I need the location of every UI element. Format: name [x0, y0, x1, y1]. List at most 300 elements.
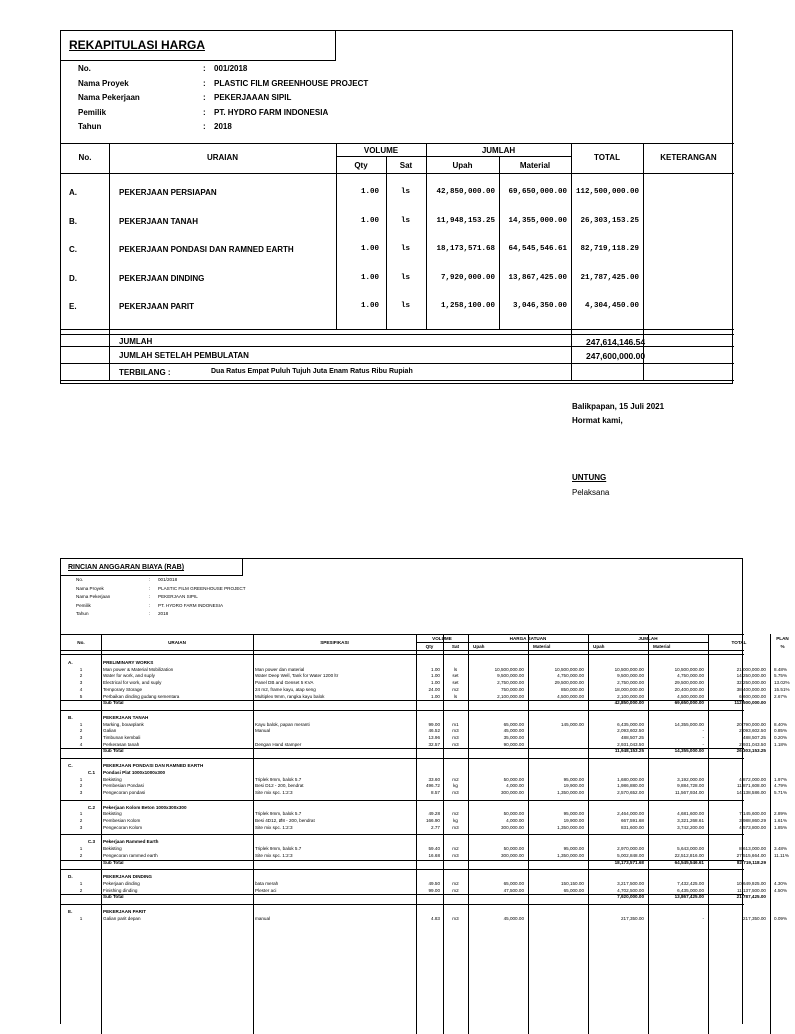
rab-item-sat: m2 [452, 686, 459, 692]
rab-item-name: Timbunan kembali [103, 735, 141, 740]
rab-item-qty: 1.00 [431, 693, 440, 699]
hdr-material: Material [519, 161, 551, 170]
rab-meta-colon: : [149, 611, 151, 616]
rab-item-sat: ls [453, 666, 458, 672]
row-material: 3,046,350.00 [512, 302, 567, 310]
rab-item-harga-material: 150,150.00 [561, 880, 584, 886]
rab-subtotal-material: 64,545,546.61 [674, 859, 704, 865]
rab-item-qty: 166.90 [425, 818, 440, 823]
rab-item-jumlah-upah: 667,591.68 [621, 818, 644, 823]
rab-item-jumlah-material: 14,355,000.00 [674, 721, 704, 727]
rab-item-jumlah-upah: 2,750,000.00 [617, 680, 644, 686]
rab-item-harga-material: 95,000.00 [563, 811, 584, 817]
rab-item-jumlah-upah: 4,702,500.00 [617, 887, 644, 893]
meta-colon: : [203, 64, 206, 73]
rab-item-qty: 49.50 [428, 880, 440, 886]
rab-item-pct: 2.67% [774, 693, 788, 699]
rab-item-spec: Triplek 9mm, balok 5.7 [255, 776, 302, 782]
rab-item-qty: 46.52 [428, 728, 440, 734]
rab-item-spec: manual [255, 915, 271, 921]
rab-item-harga-upah: 300,000.00 [501, 789, 524, 795]
rab-item-pct: 2.89% [774, 811, 788, 817]
rab-item-harga-upah: 300,000.00 [501, 824, 524, 830]
rab-item-harga-material: 1,350,000.00 [557, 824, 584, 830]
sign-role: Pelaksana [572, 488, 610, 497]
rab-item-name: Finishing dinding [103, 887, 138, 893]
rab-item-total: 21,000,000.00 [736, 666, 766, 672]
rab-item-name: Marking, bouwplank [103, 721, 144, 727]
rab-item-jumlah-material: 5,643,000.00 [677, 846, 704, 852]
rab-item-total: 11,871,608.00 [736, 783, 766, 789]
rab-item-harga-material: 29,500,000.00 [554, 680, 584, 686]
sign-name: UNTUNG [572, 473, 607, 482]
rab-subtotal-label: Sub Total [103, 700, 124, 706]
col-line-material [571, 143, 572, 380]
hdr-jumlah: JUMLAH [481, 146, 516, 155]
rab-item-harga-material: 850,000.00 [561, 686, 584, 692]
rab-item-name: Pengecoran Kolom [103, 824, 143, 830]
rab-item-total: 6,600,000.00 [739, 693, 766, 699]
rab-item-harga-upah: 50,000.00 [503, 846, 524, 852]
rab-subtotal-upah: 42,850,000.00 [614, 700, 644, 706]
rab-item-sat: kg [453, 818, 458, 823]
rab-item-no: 4 [79, 686, 83, 692]
meta-label: Nama Proyek [78, 78, 129, 88]
rab-item-jumlah-upah: 6,435,000.00 [617, 721, 644, 727]
meta-value: 2018 [214, 122, 232, 131]
bulat-value: 247,600,000.00 [586, 351, 646, 361]
rab-item-total: 14,250,000.00 [736, 673, 766, 679]
rab-item-jumlah-material: 9,884,728.00 [677, 783, 704, 789]
rab-item-name: Pembesian Pondasi [103, 783, 144, 789]
rab-item-no: 3 [79, 680, 83, 686]
rab-item-harga-upah: 45,000.00 [503, 915, 524, 921]
rab-item-harga-material: 65,000.00 [563, 887, 584, 893]
rab-item-spec: Water Deep Well, Tank for Water 1200 ltr [255, 673, 339, 679]
rab-meta-value: PT. HYDRO FARM INDONESIA [158, 602, 224, 608]
col-line-uraian [336, 143, 337, 330]
meta-value: PEKERJAAAN SIPIL [214, 93, 292, 102]
rab-item-jumlah-upah: 217,350.00 [621, 915, 644, 921]
rab-item-pct: 13.02% [774, 680, 790, 686]
rab-hdr-plan: PLAN [776, 636, 789, 641]
rab-item-harga-upah: 35,000.00 [503, 735, 524, 740]
row-material: 14,355,000.00 [508, 216, 567, 225]
rab-section-code: B. [68, 714, 73, 720]
rab-item-pct: 8.48% [774, 666, 788, 672]
meta-label: No. [78, 64, 91, 73]
rab-item-harga-upah: 47,500.00 [503, 887, 524, 893]
rab-item-jumlah-material: 3,192,000.00 [677, 776, 704, 782]
rab-item-pct: 5.71% [774, 789, 788, 795]
rab-item-harga-material: 1,350,000.00 [557, 852, 584, 858]
row-code: D. [69, 273, 77, 283]
rab-item-total: 2,093,602.50 [739, 728, 766, 734]
rab-item-qty: 49.28 [428, 811, 440, 817]
rab-item-qty: 1.00 [431, 666, 440, 672]
rab-item-jumlah-material: 4,681,600.00 [677, 811, 704, 817]
rab-title-box [61, 559, 243, 576]
rab-item-sat: m2 [452, 887, 459, 893]
rab-item-sat: m3 [452, 728, 459, 734]
header-mid-line [336, 156, 571, 157]
rab-item-jumlah-upah: 2,570,652.00 [617, 789, 644, 795]
rab-item-no: 1 [79, 915, 83, 921]
recap-title-box [61, 31, 336, 61]
rab-item-jumlah-material: 6,435,000.00 [677, 887, 704, 893]
rab-meta-label: Nama Pekerjaan [76, 594, 111, 599]
rab-hdr-jumlah-material: Material [653, 644, 671, 649]
rab-item-sat: kg [453, 783, 458, 789]
rab-subsection-code: C.2 [87, 804, 95, 810]
rab-item-harga-upah: 90,000.00 [503, 741, 524, 747]
header-bottom-line [61, 173, 734, 174]
rab-item-jumlah-upah: 2,931,043.50 [617, 741, 644, 747]
row-qty: 1.00 [361, 216, 380, 225]
rab-item-total: 4,573,800.00 [739, 824, 766, 830]
rab-hdr-volume: VOLUME [432, 636, 452, 641]
rab-item-pct: 4.79% [774, 783, 788, 789]
rab-item-spec: Dengan Hand stamper [255, 741, 302, 747]
rab-item-harga-material: 95,000.00 [563, 846, 584, 852]
col-line-qty [386, 156, 387, 330]
rab-item-sat: set [452, 673, 459, 679]
rab-item-no: 1 [79, 880, 83, 886]
rab-meta-label: Tahun [76, 611, 89, 616]
terbilang-bottom-line [61, 380, 734, 381]
meta-colon: : [203, 122, 206, 131]
rab-item-jumlah-upah: 2,970,000.00 [617, 846, 644, 852]
rab-item-spec: Kayu balok, papan meranti [255, 721, 310, 727]
rab-item-jumlah-material: 11,567,934.00 [674, 789, 704, 795]
rab-item-harga-material: 145,000.00 [561, 721, 584, 727]
rab-subtotal-total: 82,719,118.29 [736, 859, 766, 865]
rab-section-name: PEKERJAAN PARIT [103, 909, 147, 914]
rab-subtotal-total: 26,303,153.25 [736, 748, 766, 754]
rab-item-total: 8,613,000.00 [739, 846, 766, 852]
rab-meta-colon: : [149, 602, 151, 608]
sign-place-date: Balikpapan, 15 Juli 2021 [572, 402, 665, 411]
rab-item-name: Pengecoran pondasi [103, 789, 146, 795]
rab-item-pct: 15.51% [774, 686, 790, 692]
rab-section-name: PEKERJAAN PONDASI DAN RAMNED EARTH [103, 763, 204, 769]
rab-item-harga-upah: 10,500,000.00 [494, 666, 524, 672]
row-code: B. [69, 216, 77, 226]
row-qty: 1.00 [361, 245, 380, 253]
recap-table [60, 30, 733, 384]
rab-item-harga-material: 4,500,000.00 [557, 693, 584, 699]
rab-item-harga-upah: 300,000.00 [501, 852, 524, 858]
rab-item-total: 3,988,860.29 [739, 818, 766, 823]
meta-label: Tahun [78, 122, 102, 131]
row-name: PEKERJAAN TANAH [119, 216, 198, 226]
rab-item-harga-material: 10,500,000.00 [554, 666, 584, 672]
rab-item-name: Bekisting [103, 811, 122, 817]
rab-item-jumlah-upah: 3,217,500.00 [617, 880, 644, 886]
rab-subsection-name: Pekerjaan Rammed Earth [103, 839, 159, 845]
terbilang-label: TERBILANG : [119, 368, 171, 377]
rab-item-jumlah-upah: 5,002,848.00 [617, 852, 644, 858]
rab-subtotal-upah: 11,948,153.25 [614, 748, 644, 754]
rab-hdr-harga: HARGA SATUAN [509, 636, 547, 641]
rab-item-name: Water for work, and suply [103, 673, 155, 679]
rab-item-qty: 496.72 [425, 783, 440, 789]
rab-header-mid [416, 642, 708, 643]
row-upah: 1,258,100.00 [440, 302, 495, 310]
rab-item-pct: 1.85% [774, 824, 788, 830]
rab-subtotal-total: 112,500,000.00 [734, 700, 766, 706]
rab-item-total: 14,138,586.00 [736, 789, 766, 795]
row-material: 13,867,425.00 [508, 273, 567, 282]
rab-meta-value: 001/2018 [158, 577, 178, 582]
rab-item-sat: m2 [452, 846, 459, 852]
rab-item-harga-material: 19,900.00 [563, 783, 584, 789]
rab-item-harga-material: 1,350,000.00 [557, 789, 584, 795]
rab-item-qty: 4.83 [431, 915, 440, 921]
rab-item-harga-upah: 2,100,000.00 [497, 693, 524, 699]
rab-item-no: 2 [79, 783, 83, 789]
rab-hdr-uraian: URAIAN [168, 640, 186, 645]
rab-item-pct: 1.18% [774, 741, 788, 747]
row-qty: 1.00 [361, 273, 380, 282]
rab-hdr-spesifikasi: SPESIFIKASI [320, 640, 349, 645]
row-total: 21,787,425.00 [580, 273, 639, 282]
meta-colon: : [203, 107, 206, 117]
rab-header-bottom [61, 650, 744, 651]
rab-item-total: 32,250,000.00 [736, 680, 766, 686]
rab-gap-line [61, 710, 744, 711]
hdr-sat: Sat [399, 161, 413, 170]
row-sat: ls [401, 245, 411, 253]
row-total: 82,719,118.29 [580, 245, 639, 253]
rab-hdr-jumlah-upah: Upah [593, 644, 605, 649]
row-total: 112,500,000.00 [575, 188, 639, 196]
row-name: PEKERJAAN PERSIAPAN [119, 188, 217, 197]
rab-item-sat: m3 [452, 741, 459, 747]
rab-gap-line [61, 800, 744, 801]
rab-item-no: 2 [79, 852, 83, 858]
rab-hdr-harga-material: Material [533, 644, 551, 649]
rab-hdr-jumlah: JUMLAH [638, 636, 658, 641]
rab-item-jumlah-material: - [702, 735, 704, 740]
rab-item-sat: m2 [452, 811, 459, 817]
rab-item-qty: 24.00 [428, 686, 440, 692]
rab-hdr-total: TOTAL [731, 640, 747, 645]
col-line-upah [499, 156, 500, 330]
rab-item-spec: Site mix spc. 1:2:3 [255, 789, 293, 795]
row-name: PEKERJAAN PARIT [119, 302, 194, 311]
rab-item-jumlah-upah: 10,500,000.00 [614, 666, 644, 672]
row-total: 26,303,153.25 [580, 216, 639, 225]
rab-item-spec: Multiplex 9mm, rangka kayu balok [255, 693, 325, 699]
rab-item-spec: Triplek 9mm, balok 5.7 [255, 846, 302, 852]
row-sat: ls [401, 302, 411, 310]
rab-item-jumlah-material: 4,750,000.00 [677, 673, 704, 679]
rab-gap-line [61, 869, 744, 870]
rab-section-code: A. [68, 660, 73, 665]
rab-item-spec: 24 m2, frame kayu, atap seng [255, 686, 316, 692]
col-line-sat [426, 143, 427, 330]
rab-item-harga-material: 19,900.00 [563, 818, 584, 823]
rab-section-code: E. [68, 909, 73, 914]
rab-item-sat: m1 [452, 721, 459, 727]
rab-item-sat: m2 [452, 880, 459, 886]
rab-item-spec: bata merah [255, 880, 279, 886]
rab-item-name: Perkerasan tanah [103, 741, 140, 747]
rab-item-jumlah-material: 29,500,000.00 [674, 680, 704, 686]
rab-item-name: Perbaikan dinding gudang sementara [103, 693, 180, 699]
rab-subtotal-total: 21,787,425.00 [736, 894, 766, 900]
rab-body-top [61, 654, 744, 655]
rab-item-harga-upah: 750,000.00 [501, 686, 524, 692]
rab-item-qty: 8.57 [431, 789, 440, 795]
meta-value: PT. HYDRO FARM INDONESIA [214, 107, 329, 117]
body-bottom-line [61, 329, 734, 330]
rab-hdr-harga-upah: Upah [473, 644, 485, 649]
rab-item-sat: m2 [452, 776, 459, 782]
rab-item-name: Pekerjaan dinding [103, 880, 140, 886]
row-sat: ls [401, 273, 411, 282]
rab-subtotal-label: Sub Total [103, 859, 124, 865]
rab-item-pct: 8.40% [774, 721, 788, 727]
rab-item-sat: m3 [452, 824, 459, 830]
rab-item-name: Galian parit depan [103, 915, 141, 921]
rab-item-spec: Besi D12 - 200, bendrat [255, 783, 304, 789]
rab-gap-line [61, 758, 744, 759]
rab-item-name: Bekisting [103, 776, 122, 782]
rab-item-sat: ls [453, 693, 458, 699]
rab-item-name: Pembesian Kolom [103, 818, 141, 823]
rab-item-pct: 5.75% [774, 673, 788, 679]
rab-item-jumlah-material: 7,432,425.00 [677, 880, 704, 886]
rab-item-no: 2 [79, 887, 83, 893]
rab-item-harga-upah: 9,500,000.00 [497, 673, 524, 679]
rab-title: RINCIAN ANGGARAN BIAYA (RAB) [68, 564, 185, 571]
rab-item-pct: 0.09% [774, 915, 788, 921]
hdr-upah: Upah [452, 161, 473, 170]
rab-item-jumlah-material: - [702, 728, 704, 734]
rab-item-pct: 4.30% [774, 880, 788, 886]
rab-item-total: 2,931,043.50 [739, 741, 766, 747]
rab-item-name: Temporary Storage [103, 686, 143, 692]
jumlah-value: 247,614,146.54 [586, 337, 646, 347]
rab-table [60, 558, 790, 1024]
rab-meta-colon: : [149, 577, 151, 582]
rab-item-harga-material: 4,750,000.00 [557, 673, 584, 679]
rab-item-qty: 2.77 [431, 824, 440, 830]
rab-item-jumlah-material: - [702, 915, 704, 921]
rab-item-no: 2 [79, 673, 83, 679]
recap-title: REKAPITULASI HARGA [69, 38, 206, 52]
rab-item-harga-upah: 65,000.00 [503, 880, 524, 886]
rab-item-name: Man power & Material Mobilization [103, 666, 174, 672]
rab-item-sat: m3 [452, 735, 459, 740]
rab-subtotal-material: 13,867,425.00 [674, 894, 704, 900]
rab-item-jumlah-upah: 488,507.25 [621, 735, 644, 740]
rab-meta-colon: : [149, 585, 151, 591]
rab-subsection-code: C.3 [87, 839, 95, 845]
rab-item-total: 217,350.00 [743, 915, 766, 921]
row-code: E. [69, 302, 77, 311]
rab-item-name: Electrical for work, and suply [103, 680, 162, 686]
rab-item-harga-upah: 50,000.00 [503, 811, 524, 817]
rab-item-jumlah-upah: 831,600.00 [621, 824, 644, 830]
row-material: 64,545,546.61 [508, 245, 567, 253]
rab-item-qty: 1.00 [431, 680, 440, 686]
row-name: PEKERJAAN DINDING [119, 273, 205, 283]
rab-item-harga-material: 95,000.00 [563, 776, 584, 782]
rab-item-jumlah-material: 20,400,000.00 [674, 686, 704, 692]
rab-item-jumlah-material: 3,321,268.61 [677, 818, 704, 823]
rab-item-qty: 32.57 [428, 741, 440, 747]
row-upah: 7,920,000.00 [440, 273, 495, 282]
meta-colon: : [203, 93, 206, 102]
rab-item-jumlah-material: 3,742,200.00 [677, 824, 704, 830]
rab-item-jumlah-upah: 9,500,000.00 [617, 673, 644, 679]
hdr-volume: VOLUME [363, 146, 399, 155]
rab-item-total: 4,872,000.00 [739, 776, 766, 782]
rab-item-qty: 99.00 [428, 887, 440, 893]
rab-item-pct: 0.85% [774, 728, 788, 734]
rab-meta-label: Nama Proyek [76, 585, 104, 591]
rab-section-code: C. [68, 763, 73, 769]
rab-item-jumlah-material: 4,500,000.00 [677, 693, 704, 699]
rab-item-spec: Site mix spc. 1:2:3 [255, 852, 293, 858]
rab-item-total: 7,145,600.00 [739, 811, 766, 817]
rab-item-no: 1 [79, 721, 83, 727]
row-sat: ls [401, 188, 411, 196]
rab-subtotal-material: 69,650,000.00 [674, 700, 704, 706]
rab-item-no: 1 [79, 776, 83, 782]
jumlah-top-line [61, 334, 734, 335]
meta-colon: : [203, 78, 206, 88]
rab-subsection-name: Pekerjaan Kolom Beton 1000x300x300 [103, 804, 187, 810]
rab-section-name: PEKERJAAN TANAH [103, 714, 149, 720]
rab-item-no: 5 [79, 693, 83, 699]
rab-subtotal-upah: 7,920,000.00 [617, 894, 644, 900]
rab-item-total: 27,515,664.00 [736, 852, 766, 858]
rab-item-no: 3 [79, 735, 83, 740]
rab-item-pct: 11.11% [774, 852, 789, 858]
bulat-bottom-line [61, 363, 734, 364]
meta-label: Nama Pekerjaan [78, 93, 140, 102]
rab-hdr-pct: % [780, 644, 785, 649]
rab-item-pct: 1.61% [774, 818, 788, 823]
hdr-total: TOTAL [594, 153, 620, 162]
rab-meta-value: PEKERJAAN SIPIL [158, 594, 198, 599]
hdr-qty: Qty [354, 161, 368, 170]
jumlah-label: JUMLAH [119, 337, 153, 346]
row-name: PEKERJAAN PONDASI DAN RAMNED EARTH [119, 245, 294, 254]
rab-item-qty: 16.68 [428, 852, 440, 858]
rab-item-pct: 1.97% [774, 776, 788, 782]
rab-header-frame [61, 634, 744, 635]
rab-item-sat: m3 [452, 852, 459, 858]
terbilang-value: Dua Ratus Empat Puluh Tujuh Juta Enam Ratus Ribu Rupiah [211, 368, 413, 375]
rab-item-jumlah-upah: 1,986,880.00 [617, 783, 644, 789]
meta-value: 001/2018 [214, 64, 248, 73]
rab-item-total: 38,400,000.00 [736, 686, 766, 692]
rab-item-spec: Plester aci [255, 887, 277, 893]
bulat-label: JUMLAH SETELAH PEMBULATAN [119, 351, 249, 360]
rab-item-spec: Besi 4D12, Ø8 - 200, bendrat [255, 818, 315, 823]
rab-hdr-sat: Sat [451, 644, 460, 649]
rab-item-pct: 0.20% [774, 735, 788, 740]
header-top-line [61, 143, 734, 144]
rab-item-spec: Triplek 9mm, balok 5.7 [255, 811, 302, 817]
rab-subtotal-upah: 18,173,571.68 [614, 859, 644, 865]
row-total: 4,304,450.00 [584, 302, 639, 310]
